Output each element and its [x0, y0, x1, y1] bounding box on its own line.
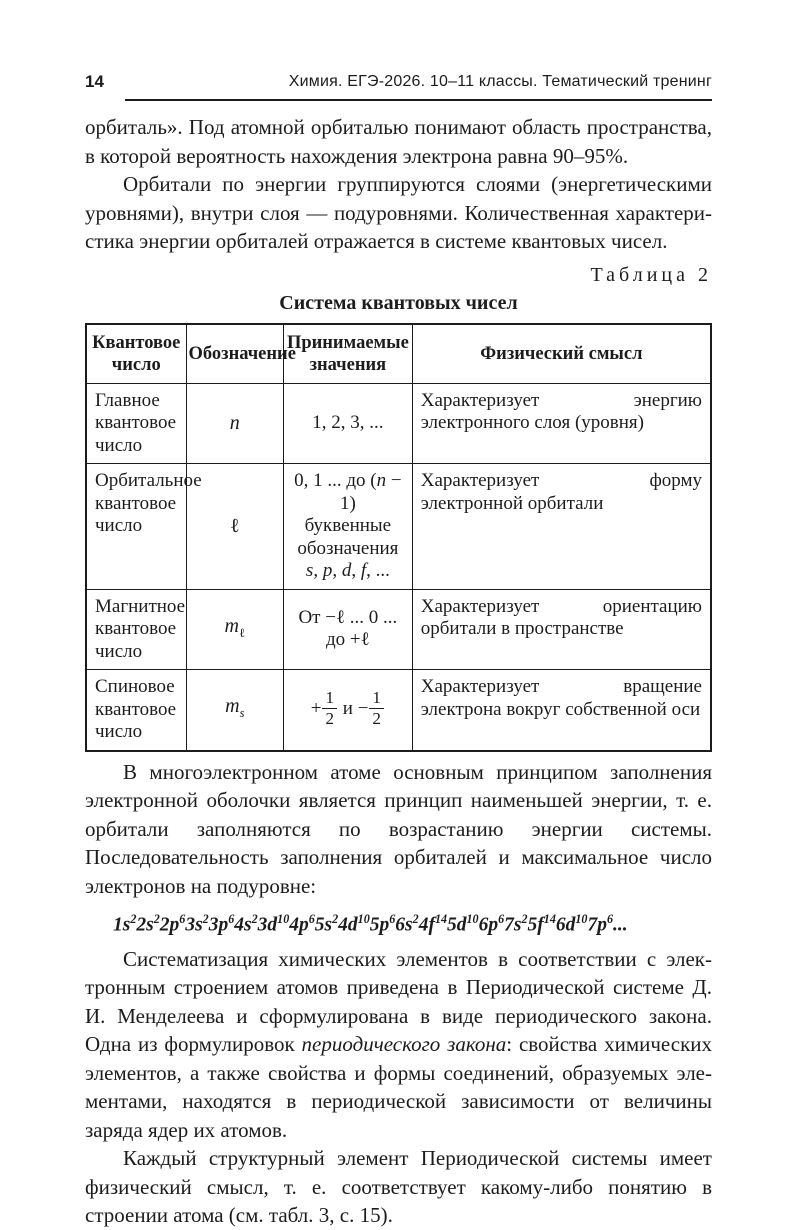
cell-name: Главное квантовое число — [86, 383, 186, 464]
cell-name: Магнитное квантовое число — [86, 589, 186, 670]
table-row-orbital — [86, 464, 711, 590]
table-header-row — [86, 324, 711, 384]
col-header-physical-meaning: Физический смысл — [412, 324, 711, 384]
cell-meaning: Характеризует форму электронной орбитали — [412, 464, 711, 590]
cell-symbol: ℓ — [186, 464, 284, 590]
cell-values: + $\frac{1}{2}$ и − $\frac{1}{2}$ — [284, 670, 413, 751]
cell-meaning: Характеризует ориентацию орбитали в пространстве — [412, 589, 711, 670]
col-header-quantum-number: Квантовое число — [86, 324, 186, 384]
col-header-values: Принимаемые значения — [284, 324, 413, 384]
col-header-designation: Обозначение — [186, 324, 284, 384]
table-row-magnetic — [86, 589, 711, 670]
cell-symbol: $m_s$ — [186, 670, 284, 751]
paragraph-atomic-orbital: орбиталь». Под атомной орбиталью понимают область пространства, в которой вероятность нахождения электрона равна 90–95%. — [85, 115, 712, 168]
cell-values: 1, 2, 3, ... — [284, 383, 413, 464]
running-head — [125, 73, 712, 101]
cell-values: От −ℓ ... 0 ... до +ℓ — [284, 589, 413, 670]
cell-symbol: n — [186, 383, 284, 464]
table-row-principal — [86, 383, 711, 464]
table-label: Таблица 2 — [590, 263, 712, 286]
table-caption: Система квантовых чисел — [279, 291, 518, 314]
paragraph-filling-principle: В многоэлектронном атоме основным принципом заполнения электронной оболочки является принцип наименьшей энергии, т. е. орбитали заполняются по возрастанию энергии системы. Последовательность заполнения орбиталей и максимальное число электронов на подуровне: — [85, 759, 712, 898]
paragraph-periodic-law: Систематизация химических элементов в соответствии с электронным строением атомов приведена в Периодической системе Д. И. Менделеева и сформулирована в виде периодического закона. Одна из формулировок периодического закона: свойства химических элементов, а также свойства и формы соединений, образуемых элементами, находятся в периодической зависимости от величины заряда ядер их атомов. — [85, 946, 713, 1142]
cell-meaning: Характеризует энергию электронного слоя (уровня) — [412, 383, 711, 464]
paragraph-structural-element: Каждый структурный элемент Периодической системы имеет физический смысл, т. е. соответствует какому-либо понятию в строении атома (см. табл. 3, с. 15). — [85, 1146, 712, 1227]
page-header — [85, 72, 712, 101]
running-head-title: Химия. ЕГЭ-2026. 10–11 классы. Тематический тренинг — [288, 73, 712, 90]
electron-configuration-formula: $1s^22s^22p^63s^23p^64s^23d^{10}4p^65s^24d^{10}5p^66s^24f^{14}5d^{10}6p^67s^25f^{14}6d^{10}7p^6$... — [113, 912, 628, 936]
cell-values: 0, 1 ... до (n − 1) буквенные обозначения s, p, d, f, ... — [284, 464, 413, 590]
cell-name: Спиновое квантовое число — [86, 670, 186, 751]
page-number: 14 — [85, 72, 104, 91]
quantum-numbers-table — [85, 323, 712, 752]
paragraph-orbitals-energy: Орбитали по энергии группируются слоями (энергетическими уровнями), внутри слоя — подуровнями. Количественная характеристика энергии орбиталей отражается в системе квантовых чисел. — [85, 172, 712, 253]
table-row-spin — [86, 670, 711, 751]
cell-name: Орбитальное квантовое число — [86, 464, 186, 590]
cell-meaning: Характеризует вращение электрона вокруг собственной оси — [412, 670, 711, 751]
cell-symbol: $m_\ell$ — [186, 589, 284, 670]
